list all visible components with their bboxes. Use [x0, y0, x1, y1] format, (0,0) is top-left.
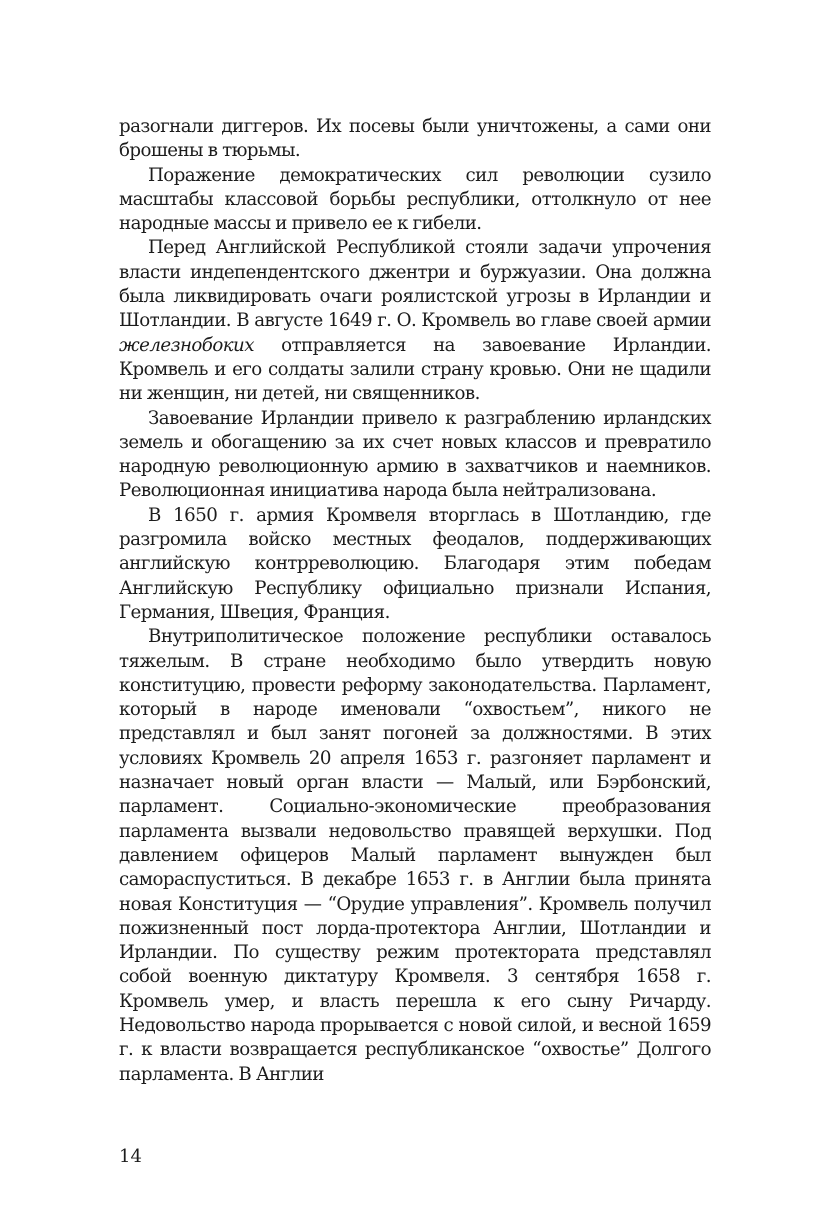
emphasis-ironsides: железнобоких	[119, 334, 254, 356]
paragraph-invasion-of-scotland: В 1650 г. армия Кромвеля вторглась в Шотландию, где разгромила войско местных феодалов, поддерживающих английскую контрреволюцию. Благодаря этим победам Английскую Республику официально признали Испания, Германия, Швеция, Франция.	[119, 504, 711, 623]
paragraph-diggers-end: разогнали диггеров. Их посевы были уничтожены, а сами они брошены в тюрьмы.	[119, 116, 711, 162]
page-number: 14	[119, 1146, 142, 1167]
paragraph-republic-tasks	[119, 236, 711, 406]
paragraph-republic-tasks-after: отправляется на завоевание Ирландии. Кромвель и его солдаты залили страну кровью. Они не щадили ни женщин, ни детей, ни священников.	[119, 334, 711, 405]
page-body	[119, 115, 711, 1087]
paragraph-conquest-of-ireland: Завоевание Ирландии привело к разграблению ирландских земель и обогащению за их счет новых классов и превратило народную революционную армию в захватчиков и наемников. Революционная инициатива народа была нейтрализована.	[119, 407, 711, 502]
paragraph-internal-politics: Внутриполитическое положение республики оставалось тяжелым. В стране необходимо было утвердить новую конституцию, провести реформу законодательства. Парламент, который в народе именовали “охвостьем”, никого не представлял и был занят погоней за должностями. В этих условиях Кромвель 20 апреля 1653 г. разгоняет парламент и назначает новый орган власти — Малый, или Бэрбонский, парламент. Социально-экономические преобразования парламента вызвали недовольство правящей верхушки. Под давлением офицеров Малый парламент вынужден был самораспуститься. В декабре 1653 г. в Англии была принята новая Конституция — “Орудие управления”. Кромвель получил пожизненный пост лорда-протектора Англии, Шотландии и Ирландии. По существу режим протектората представлял собой военную диктатуру Кромвеля. 3 сентября 1658 г. Кромвель умер, и власть перешла к его сыну Ричарду. Недовольство народа прорывается с новой силой, и весной 1659 г. к власти возвращается республиканское “охвостье” Долгого парламента. В Англии	[119, 626, 711, 1085]
paragraph-republic-tasks-before: Перед Английской Республикой стояли задачи упрочения власти индепендентского джентри и буржуазии. Она должна была ликвидировать очаги роялистской угрозы в Ирландии и Шотландии. В августе 1649 г. О. Кромвель во главе своей армии	[119, 237, 711, 332]
paragraph-defeat-of-democratic-forces: Поражение демократических сил революции сузило масштабы классовой борьбы республики, оттолкнуло от нее народные массы и привело ее к гибели.	[119, 164, 711, 235]
